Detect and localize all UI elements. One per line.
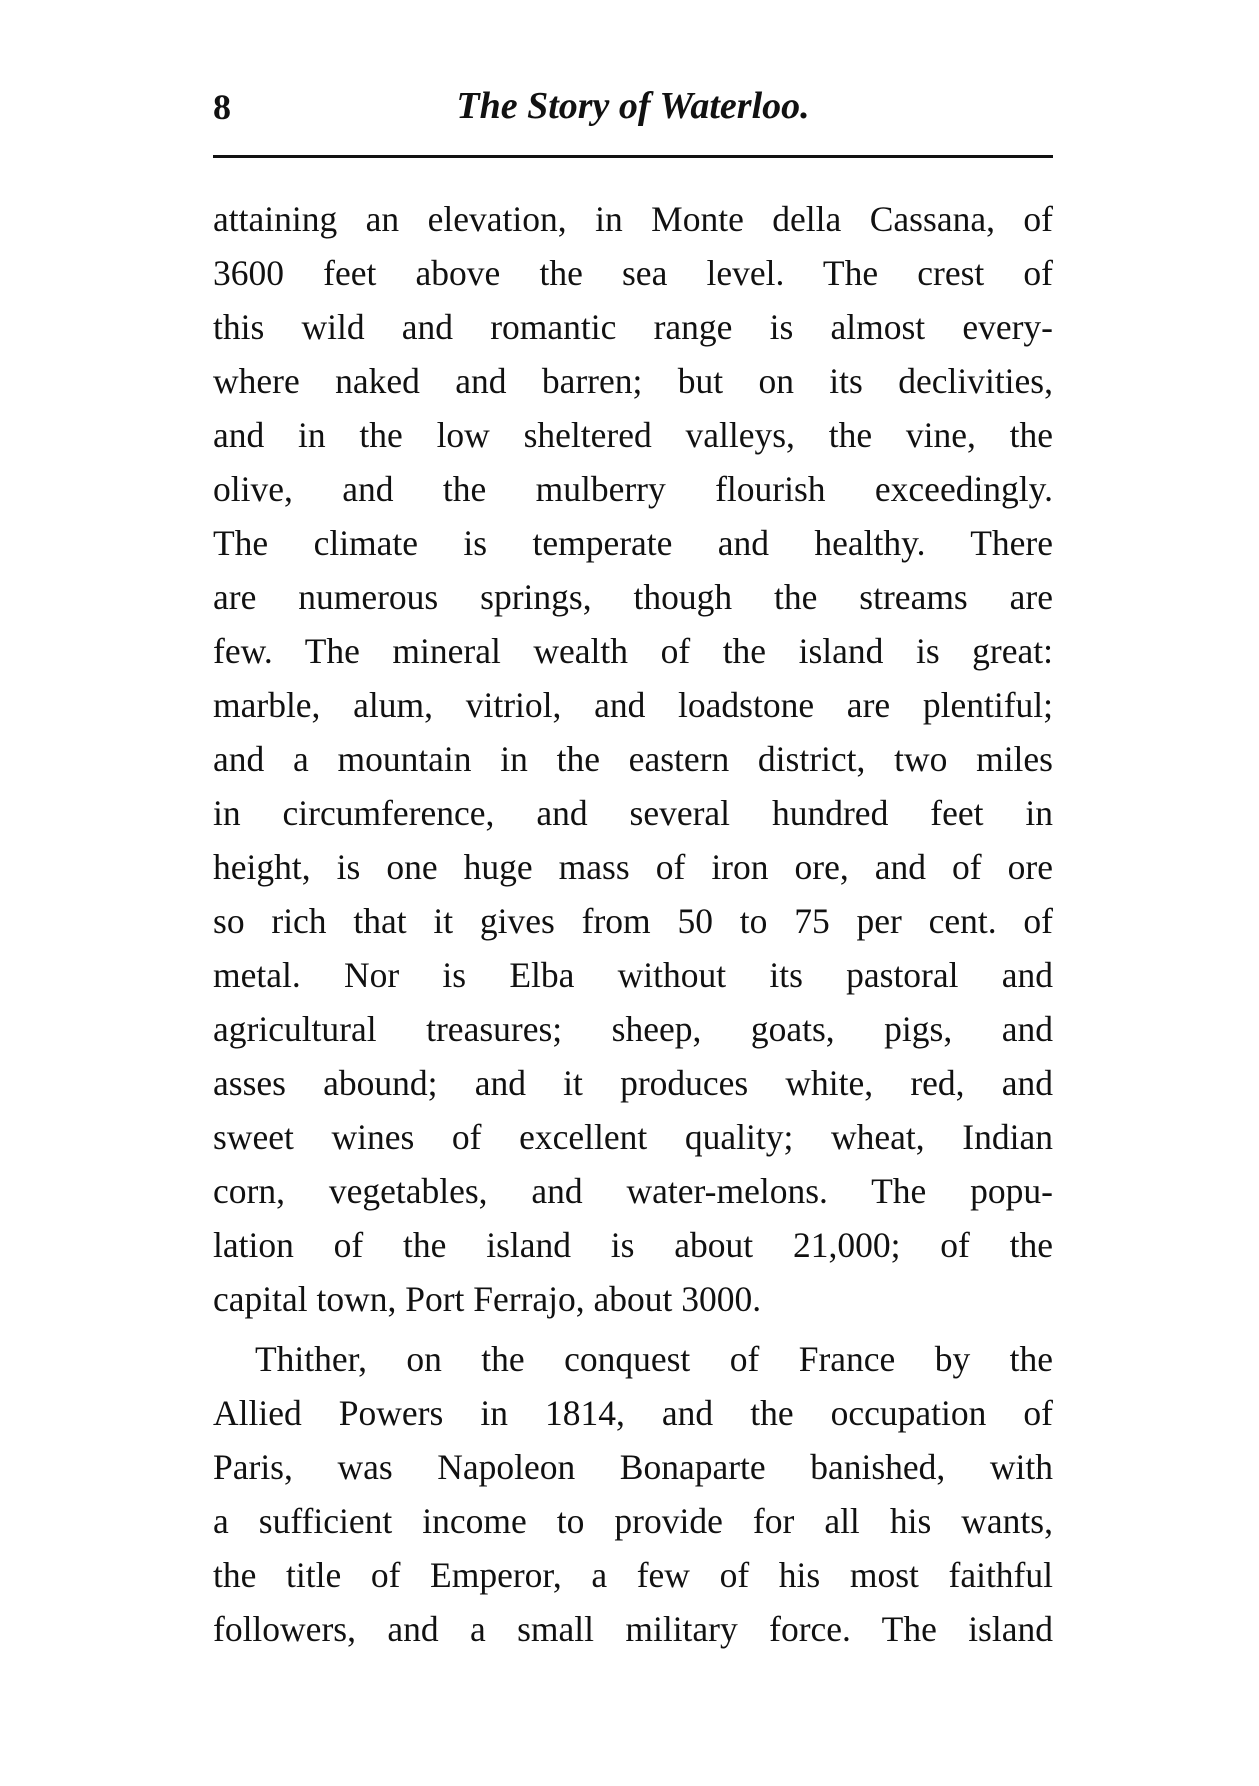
text-line: Thither, on the conquest of France by the [255, 1339, 1053, 1379]
text-line: Paris, was Napoleon Bonaparte banished, with [213, 1447, 1053, 1487]
text-line: few. The mineral wealth of the island is great: [213, 631, 1053, 671]
text-line: followers, and a small military force. The island [213, 1609, 1053, 1649]
text-line: Allied Powers in 1814, and the occupation of [213, 1393, 1053, 1433]
body-text [213, 192, 1053, 1656]
text-line: the title of Emperor, a few of his most faithful [213, 1555, 1053, 1595]
text-line: capital town, Port Ferrajo, about 3000. [213, 1279, 762, 1319]
text-line: height, is one huge mass of iron ore, and of ore [213, 847, 1053, 887]
paragraph [213, 192, 1053, 1326]
text-line: a sufficient income to provide for all his wants, [213, 1501, 1053, 1541]
text-line: The climate is temperate and healthy. There [213, 523, 1053, 563]
text-line: and a mountain in the eastern district, two miles [213, 739, 1053, 779]
text-line: in circumference, and several hundred feet in [213, 793, 1053, 833]
text-line: agricultural treasures; sheep, goats, pigs, and [213, 1009, 1053, 1049]
paragraph [213, 1332, 1053, 1656]
text-line: this wild and romantic range is almost every- [213, 307, 1053, 347]
page-number: 8 [213, 87, 231, 127]
text-line: where naked and barren; but on its declivities, [213, 361, 1053, 401]
text-line: metal. Nor is Elba without its pastoral and [213, 955, 1053, 995]
text-line: sweet wines of excellent quality; wheat, Indian [213, 1117, 1053, 1157]
text-line: marble, alum, vitriol, and loadstone are plentiful; [213, 685, 1053, 725]
running-title: The Story of Waterloo. [456, 85, 810, 127]
text-line: olive, and the mulberry flourish exceedingly. [213, 469, 1053, 509]
text-line: 3600 feet above the sea level. The crest of [213, 253, 1053, 293]
header-rule [213, 155, 1053, 158]
text-line: lation of the island is about 21,000; of the [213, 1225, 1053, 1265]
text-line: so rich that it gives from 50 to 75 per cent. of [213, 901, 1053, 941]
text-line: attaining an elevation, in Monte della Cassana, of [213, 199, 1053, 239]
running-head [213, 78, 1053, 134]
text-line: asses abound; and it produces white, red, and [213, 1063, 1053, 1103]
text-line: are numerous springs, though the streams are [213, 577, 1053, 617]
text-line: and in the low sheltered valleys, the vine, the [213, 415, 1053, 455]
text-line: corn, vegetables, and water-melons. The popu- [213, 1171, 1053, 1211]
